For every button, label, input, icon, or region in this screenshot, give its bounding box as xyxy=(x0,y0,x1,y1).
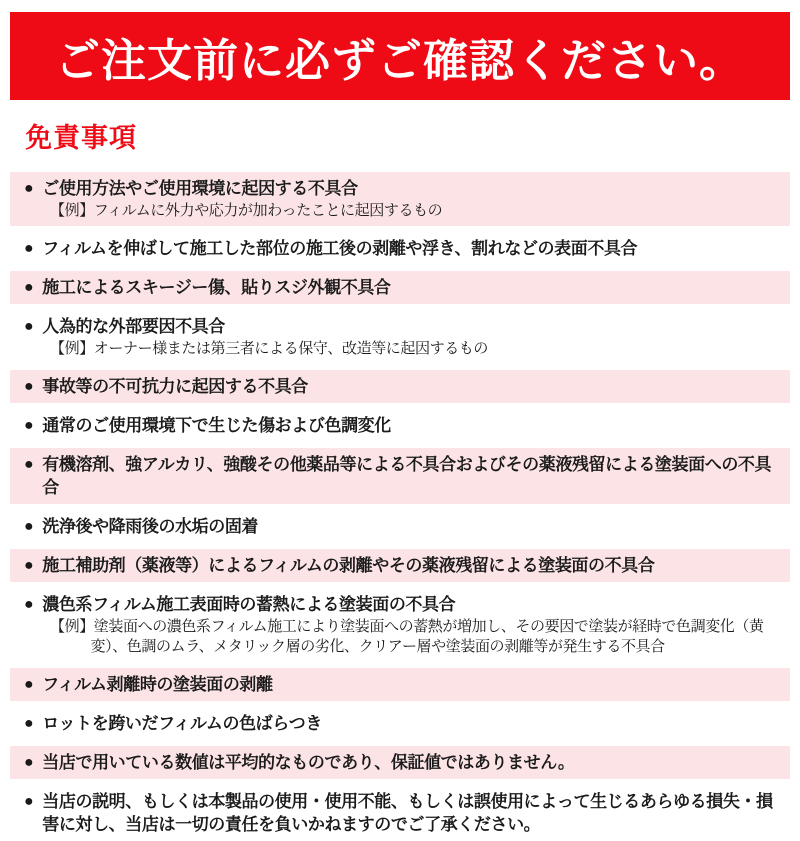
item-text: 施工によるスキージー傷、貼りスジ外観不具合 xyxy=(42,278,391,297)
list-item xyxy=(10,588,790,662)
item-main-line xyxy=(24,237,780,260)
notice-banner xyxy=(10,12,790,100)
section-title: 免責事項 xyxy=(25,123,137,153)
item-text: ロットを跨いだフィルムの色ばらつき xyxy=(42,714,322,733)
item-main-line xyxy=(24,712,780,735)
item-example: 【例】フィルムに外力や応力が加わったことに起因するもの xyxy=(50,202,443,219)
list-item xyxy=(10,271,790,304)
list-item xyxy=(10,549,790,582)
bullet-icon: ● xyxy=(24,318,34,335)
item-text: 施工補助剤（薬液等）によるフィルムの剥離やその薬液残留による塗装面の不具合 xyxy=(42,556,655,575)
item-text: 洗浄後や降雨後の水垢の固着 xyxy=(42,517,259,536)
item-main-line xyxy=(24,276,780,299)
bullet-icon: ● xyxy=(24,279,34,296)
item-text: フィルムを伸ばして施工した部位の施工後の剥離や浮き、割れなどの表面不具合 xyxy=(42,239,638,258)
bullet-icon: ● xyxy=(24,180,34,197)
item-main-line xyxy=(24,375,780,398)
item-main-line xyxy=(24,453,780,499)
item-main-line xyxy=(24,315,780,338)
bullet-icon: ● xyxy=(24,754,34,771)
list-item xyxy=(10,310,790,364)
item-main-line xyxy=(24,790,780,836)
item-example: 【例】塗装面への濃色系フィルム施工により塗装面への蓄熱が増加し、その要因で塗装が経時で色調変化（黄変）、色調のムラ、メタリック層の劣化、クリアー層や塗装面の剥離等が発生する不具合 xyxy=(50,618,764,655)
disclaimer-list xyxy=(10,172,790,841)
bullet-icon: ● xyxy=(24,518,34,535)
list-item xyxy=(10,232,790,265)
notice-banner-text: ご注文前に必ずご確認ください。 xyxy=(54,34,745,86)
item-main-line xyxy=(24,177,780,200)
bullet-icon: ● xyxy=(24,715,34,732)
bullet-icon: ● xyxy=(24,378,34,395)
item-text: フィルム剥離時の塗装面の剥離 xyxy=(42,675,273,694)
list-item xyxy=(10,785,790,841)
bullet-icon: ● xyxy=(24,557,34,574)
item-main-line xyxy=(24,751,780,774)
item-text: 当店で用いている数値は平均的なものであり、保証値ではありません。 xyxy=(42,753,575,772)
item-text: 人為的な外部要因不具合 xyxy=(42,317,225,336)
bullet-icon: ● xyxy=(24,456,34,473)
item-text: 当店の説明、もしくは本製品の使用・使用不能、もしくは誤使用によって生じるあらゆる損失・損害に対し、当店は一切の責任を負いかねますのでご了承ください。 xyxy=(42,792,773,834)
item-text: ご使用方法やご使用環境に起因する不具合 xyxy=(42,179,358,198)
item-main-line xyxy=(24,554,780,577)
list-item xyxy=(10,370,790,403)
list-item xyxy=(10,409,790,442)
item-main-line xyxy=(24,593,780,616)
bullet-icon: ● xyxy=(24,676,34,693)
list-item xyxy=(10,668,790,701)
bullet-icon: ● xyxy=(24,596,34,613)
item-text: 濃色系フィルム施工表面時の蓄熱による塗装面の不具合 xyxy=(42,595,456,614)
item-main-line xyxy=(24,515,780,538)
item-text: 事故等の不可抗力に起因する不具合 xyxy=(42,377,308,396)
bullet-icon: ● xyxy=(24,240,34,257)
list-item xyxy=(10,172,790,226)
item-text: 有機溶剤、強アルカリ、強酸その他薬品等による不具合およびその薬液残留による塗装面への不具合 xyxy=(42,455,772,497)
item-text: 通常のご使用環境下で生じた傷および色調変化 xyxy=(42,416,391,435)
item-main-line xyxy=(24,414,780,437)
item-main-line xyxy=(24,673,780,696)
list-item xyxy=(10,510,790,543)
bullet-icon: ● xyxy=(24,417,34,434)
bullet-icon: ● xyxy=(24,793,34,810)
list-item xyxy=(10,448,790,504)
list-item xyxy=(10,707,790,740)
list-item xyxy=(10,746,790,779)
item-example: 【例】オーナー様または第三者による保守、改造等に起因するもの xyxy=(50,340,489,357)
